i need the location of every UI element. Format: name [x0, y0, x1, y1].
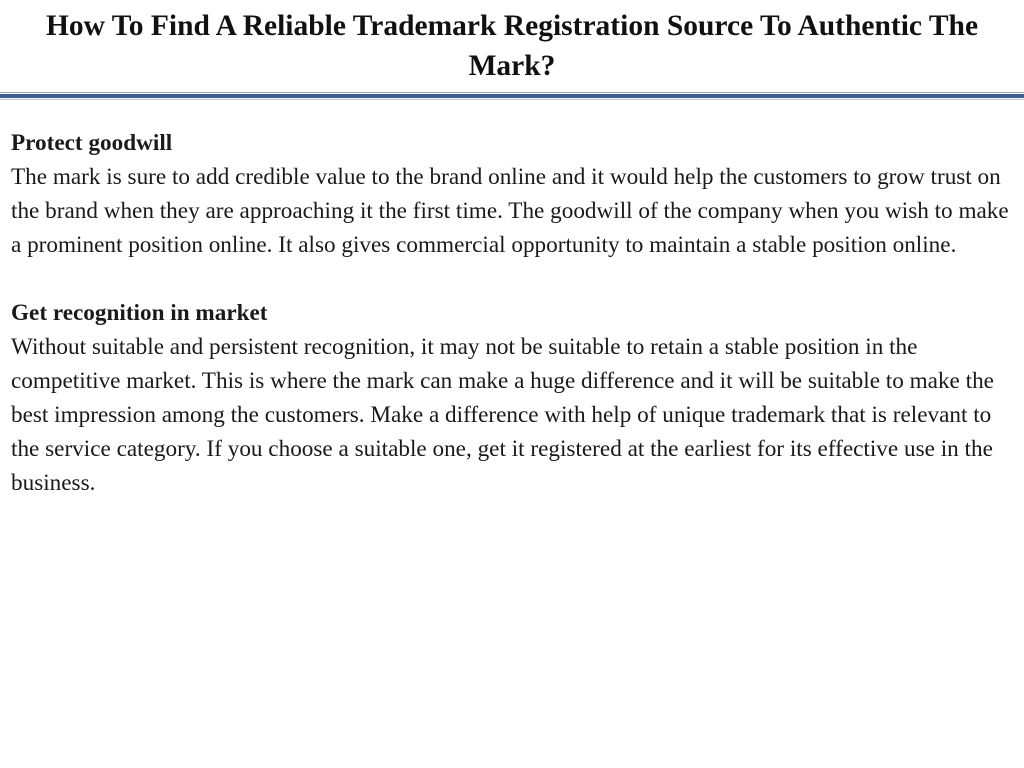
section-heading: Get recognition in market — [11, 300, 268, 326]
section-get-recognition — [11, 296, 1016, 500]
section-body: Without suitable and persistent recognition, it may not be suitable to retain a stable position in the competitive market. This is where the mark can make a huge difference and it will be suitable to make the best impression among the customers. Make a difference with help of unique trademark that is relevant to the service category. If you choose a suitable one, get it registered at the earliest for its effective use in the business. — [11, 334, 994, 496]
slide-content — [11, 126, 1016, 500]
section-protect-goodwill — [11, 126, 1016, 262]
section-spacer — [11, 262, 1016, 296]
section-heading: Protect goodwill — [11, 130, 173, 156]
slide-title: How To Find A Reliable Trademark Registration Source To Authentic The Mark? — [45, 10, 979, 82]
section-body: The mark is sure to add credible value to the brand online and it would help the customers to grow trust on the brand when they are approaching it the first time. The goodwill of the company when you wish to make a prominent position online. It also gives commercial opportunity to maintain a stable position online. — [11, 164, 1009, 258]
title-divider — [0, 90, 1024, 100]
